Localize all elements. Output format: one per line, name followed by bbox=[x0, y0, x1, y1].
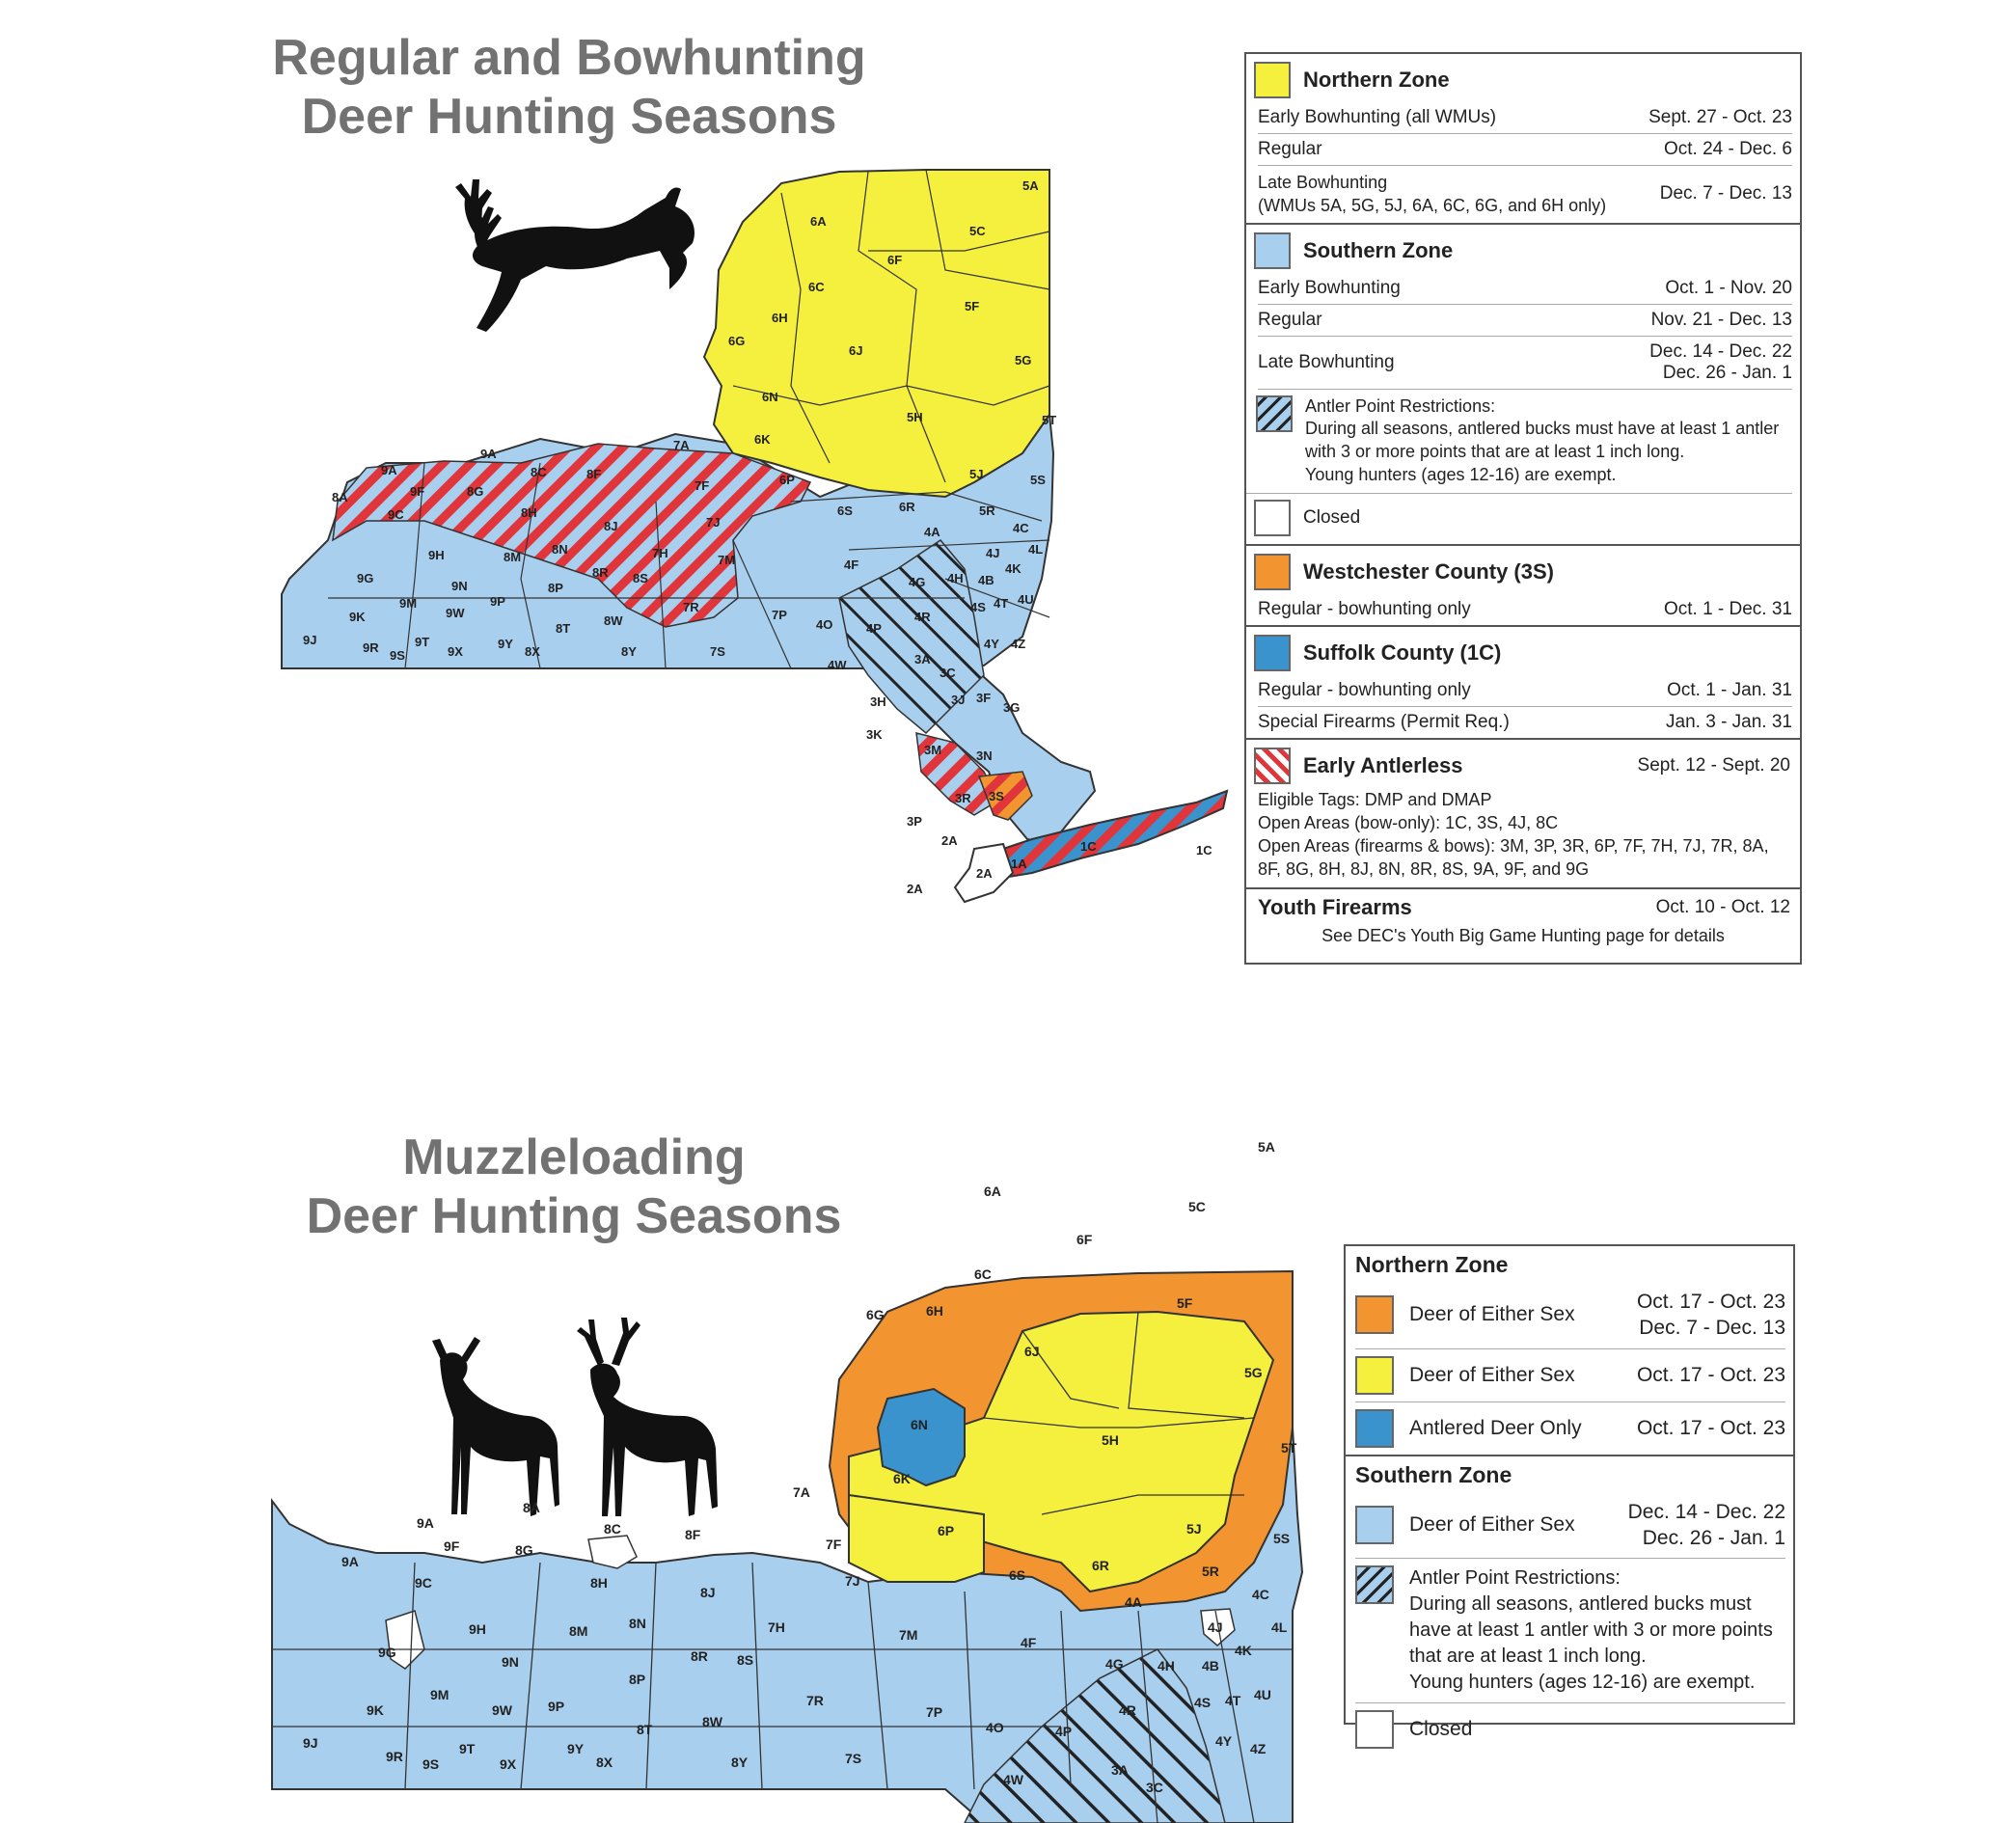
southern-zone-label: Southern Zone bbox=[1355, 1461, 1512, 1487]
label-6F: 6F bbox=[887, 253, 903, 267]
label-4L: 4L bbox=[1028, 542, 1044, 557]
closed-swatch bbox=[1355, 1710, 1394, 1749]
label-8C: 8C bbox=[604, 1521, 621, 1537]
label-5J: 5J bbox=[1186, 1521, 1202, 1537]
label-4P: 4P bbox=[1055, 1724, 1073, 1739]
label-7M: 7M bbox=[718, 553, 736, 567]
label-5T: 5T bbox=[1042, 413, 1057, 427]
label-9J: 9J bbox=[303, 633, 317, 647]
label-4L: 4L bbox=[1271, 1619, 1288, 1635]
westchester-label: Westchester County (3S) bbox=[1303, 558, 1554, 584]
label-4U: 4U bbox=[1018, 592, 1034, 607]
label-9A-1: 9A bbox=[381, 463, 397, 477]
label-9F: 9F bbox=[444, 1538, 460, 1554]
label-6R: 6R bbox=[1092, 1558, 1109, 1573]
label-3J: 3J bbox=[951, 693, 966, 707]
label-8R: 8R bbox=[592, 565, 609, 580]
row-label: Antlered Deer Only bbox=[1409, 1416, 1582, 1439]
legend-early-antlerless bbox=[1246, 740, 1800, 889]
row-label: Early Bowhunting bbox=[1258, 277, 1401, 298]
label-6K: 6K bbox=[893, 1471, 911, 1486]
label-9T: 9T bbox=[415, 635, 430, 649]
label-9A-2: 8A bbox=[332, 490, 348, 504]
label-6A: 6A bbox=[810, 214, 827, 229]
legend-row bbox=[1355, 1282, 1785, 1349]
row-dates-first: Dec. 14 - Dec. 22 bbox=[1627, 1500, 1785, 1523]
label-6K: 6K bbox=[754, 432, 771, 447]
label-6G: 6G bbox=[728, 334, 746, 348]
label-6F: 6F bbox=[1076, 1232, 1093, 1247]
legend-row bbox=[1258, 102, 1792, 134]
label-4H: 4H bbox=[947, 571, 964, 585]
row-label: Regular bbox=[1258, 139, 1322, 159]
label-8P: 8P bbox=[629, 1672, 646, 1687]
legend-row bbox=[1355, 1492, 1785, 1560]
label-3H: 3H bbox=[870, 694, 886, 709]
label-4U: 4U bbox=[1254, 1687, 1271, 1702]
label-9S: 9S bbox=[390, 648, 405, 663]
label-4G: 4G bbox=[909, 575, 926, 589]
label-8A: 9A bbox=[480, 447, 497, 461]
label-6S: 6S bbox=[837, 503, 853, 518]
apr-text bbox=[1409, 1565, 1785, 1696]
label-3R: 3R bbox=[955, 791, 971, 805]
label-3N: 3N bbox=[976, 748, 993, 763]
label-6C: 6C bbox=[974, 1266, 992, 1282]
label-5A: 5A bbox=[1022, 178, 1039, 193]
label-3S: 3S bbox=[989, 789, 1004, 803]
top-title-line2: Deer Hunting Seasons bbox=[301, 89, 837, 146]
label-6N: 6N bbox=[911, 1417, 928, 1432]
legend-row bbox=[1355, 1703, 1785, 1755]
label-7F: 7F bbox=[826, 1537, 842, 1552]
row-dates bbox=[1628, 1499, 1785, 1552]
label-4A: 4A bbox=[924, 525, 940, 539]
label-9K: 9K bbox=[349, 610, 366, 624]
label-4B: 4B bbox=[1202, 1658, 1219, 1673]
label-8T: 8T bbox=[556, 621, 571, 636]
label-5G: 5G bbox=[1244, 1365, 1263, 1380]
label-3F: 3F bbox=[976, 691, 992, 705]
label-3G: 3G bbox=[1003, 700, 1021, 715]
label-9Y: 9Y bbox=[498, 637, 513, 651]
yellow-swatch bbox=[1355, 1356, 1394, 1395]
label-4Y: 4Y bbox=[984, 637, 999, 651]
label-9P: 9P bbox=[490, 594, 505, 609]
row-dates: Dec. 7 - Dec. 13 bbox=[1659, 183, 1792, 204]
antlerless-details bbox=[1246, 788, 1800, 887]
row-dates-second: Dec. 26 - Jan. 1 bbox=[1642, 1526, 1785, 1549]
legend-westchester bbox=[1246, 546, 1800, 627]
label-8J: 8J bbox=[700, 1585, 716, 1600]
label-5S: 5S bbox=[1030, 473, 1046, 487]
label-8C: 8C bbox=[531, 465, 547, 479]
orange-swatch bbox=[1355, 1295, 1394, 1334]
apr-line1: During all seasons, antlered bucks must have at least 1 antler bbox=[1305, 419, 1780, 439]
northern-zone-region[interactable] bbox=[704, 170, 1049, 497]
regular-bowhunting-map bbox=[0, 0, 1244, 965]
label-5H: 5H bbox=[1102, 1432, 1119, 1448]
label-9C: 9C bbox=[415, 1575, 432, 1591]
label-7H: 7H bbox=[652, 546, 668, 560]
label-9H: 9H bbox=[469, 1621, 486, 1637]
row-label: Early Bowhunting (all WMUs) bbox=[1258, 107, 1497, 127]
label-9H: 9H bbox=[428, 548, 445, 562]
label-5R: 5R bbox=[1202, 1564, 1219, 1579]
label-8H: 8H bbox=[521, 505, 537, 520]
label-6P: 6P bbox=[779, 473, 795, 487]
label-9G: 9G bbox=[378, 1645, 396, 1660]
label-4T: 4T bbox=[994, 596, 1009, 611]
label-3C: 3C bbox=[1146, 1780, 1163, 1795]
antlerless-line2: Open Areas (bow-only): 1C, 3S, 4J, 8C bbox=[1258, 812, 1559, 832]
row-label: Regular - bowhunting only bbox=[1258, 679, 1471, 700]
antlerless-label: Early Antlerless bbox=[1303, 752, 1463, 777]
label-8S: 8S bbox=[737, 1652, 754, 1668]
label-9X: 9X bbox=[448, 644, 463, 659]
label-8G: 8G bbox=[467, 484, 484, 499]
label-4C: 4C bbox=[1252, 1587, 1269, 1602]
row-dates: Oct. 24 - Dec. 6 bbox=[1663, 139, 1792, 159]
apr-text bbox=[1305, 395, 1783, 487]
label-8G: 8G bbox=[515, 1542, 533, 1558]
label-5H: 5H bbox=[907, 410, 923, 424]
label-1A: 1A bbox=[1011, 857, 1027, 871]
legend-northern-zone bbox=[1346, 1246, 1793, 1456]
legend-row bbox=[1355, 1349, 1785, 1402]
legend-youth-firearms bbox=[1246, 889, 1800, 953]
label-6N: 6N bbox=[762, 390, 778, 404]
label-4T: 4T bbox=[1225, 1693, 1241, 1708]
row-dates-second: Dec. 7 - Dec. 13 bbox=[1639, 1317, 1785, 1340]
legend-northern-zone bbox=[1246, 54, 1800, 225]
label-4Y: 4Y bbox=[1215, 1733, 1233, 1749]
bottom-title-line1: Muzzleloading bbox=[402, 1129, 746, 1185]
label-7J: 7J bbox=[845, 1573, 860, 1589]
row-label-main: Late Bowhunting bbox=[1258, 173, 1388, 192]
label-4C: 4C bbox=[1013, 521, 1029, 535]
apr-line3: Young hunters (ages 12-16) are exempt. bbox=[1305, 464, 1617, 484]
label-9J: 9J bbox=[303, 1735, 318, 1751]
row-label-sub: (WMUs 5A, 5G, 5J, 6A, 6C, 6G, and 6H only) bbox=[1258, 196, 1607, 216]
label-4W: 4W bbox=[828, 658, 847, 672]
label-9M: 9M bbox=[399, 596, 418, 611]
antlerless-line4: 8F, 8G, 8H, 8J, 8N, 8R, 8S, 9A, 9F, and 9G bbox=[1258, 859, 1590, 880]
label-2A-1: 2A bbox=[941, 833, 958, 848]
southern-zone-label: Southern Zone bbox=[1303, 237, 1454, 262]
antlerless-dates: Sept. 12 - Sept. 20 bbox=[1637, 754, 1790, 775]
leaping-buck-icon bbox=[455, 179, 695, 332]
label-6H: 6H bbox=[772, 311, 788, 325]
label-4S: 4S bbox=[1194, 1695, 1212, 1710]
label-5C: 5C bbox=[969, 224, 986, 238]
apr-line2: with 3 or more points that are at least 1 inch long. bbox=[1305, 442, 1685, 462]
apr-title: Antler Point Restrictions: bbox=[1305, 395, 1496, 416]
label-2A-2: 2A bbox=[976, 866, 993, 881]
light-blue-swatch bbox=[1355, 1506, 1394, 1544]
label-9N: 9N bbox=[451, 579, 468, 593]
closed-label: Closed bbox=[1303, 506, 1361, 528]
label-8A: 8A bbox=[523, 1500, 540, 1515]
closed-swatch bbox=[1254, 500, 1291, 536]
label-8N: 8N bbox=[629, 1616, 646, 1631]
label-7R: 7R bbox=[683, 600, 699, 614]
label-9N: 9N bbox=[502, 1654, 519, 1670]
legend-row bbox=[1258, 305, 1792, 337]
label-5T: 5T bbox=[1281, 1440, 1297, 1456]
label-6C: 6C bbox=[808, 280, 825, 294]
closed-label: Closed bbox=[1409, 1718, 1473, 1741]
label-4K: 4K bbox=[1005, 561, 1022, 576]
label-9F: 9F bbox=[410, 484, 425, 499]
doe-and-buck-icon bbox=[432, 1318, 718, 1516]
legend-row bbox=[1258, 707, 1792, 738]
row-label: Regular bbox=[1258, 309, 1322, 330]
legend-row bbox=[1355, 1402, 1785, 1455]
label-7P: 7P bbox=[926, 1704, 943, 1720]
label-8J: 8J bbox=[604, 519, 618, 533]
row-label: Deer of Either Sex bbox=[1409, 1363, 1575, 1386]
apr-hatch-swatch bbox=[1256, 395, 1293, 432]
label-3K: 3K bbox=[866, 727, 883, 742]
label-4O: 4O bbox=[986, 1720, 1004, 1735]
label-9T: 9T bbox=[459, 1741, 476, 1756]
label-4P: 4P bbox=[866, 621, 882, 636]
row-label bbox=[1258, 171, 1660, 218]
label-9K: 9K bbox=[367, 1702, 384, 1718]
label-9S: 9S bbox=[422, 1756, 440, 1772]
label-9W: 9W bbox=[492, 1702, 512, 1718]
apr-line1: During all seasons, antlered bucks must bbox=[1409, 1593, 1752, 1616]
legend-row bbox=[1258, 134, 1792, 166]
regular-season-legend bbox=[1244, 52, 1802, 965]
row-label: Special Firearms (Permit Req.) bbox=[1258, 711, 1510, 732]
northern-zone-label: Northern Zone bbox=[1303, 68, 1450, 92]
legend-southern-zone bbox=[1246, 225, 1800, 546]
label-9R: 9R bbox=[363, 640, 379, 655]
antler-point-restrictions bbox=[1246, 390, 1792, 494]
label-1C-1: 1C bbox=[1080, 839, 1097, 854]
row-dates bbox=[1637, 1289, 1785, 1342]
legend-row bbox=[1258, 594, 1792, 625]
bottom-title-line2: Deer Hunting Seasons bbox=[306, 1188, 842, 1245]
label-3M: 3M bbox=[924, 743, 942, 757]
youth-label: Youth Firearms bbox=[1258, 894, 1412, 919]
muzzleloading-legend bbox=[1344, 1244, 1795, 1741]
label-4F: 4F bbox=[844, 558, 859, 572]
suffolk-swatch bbox=[1254, 635, 1291, 671]
label-4R: 4R bbox=[1119, 1702, 1136, 1718]
label-6A: 6A bbox=[984, 1184, 1001, 1199]
legend-row bbox=[1258, 166, 1792, 223]
label-9Y: 9Y bbox=[567, 1741, 585, 1756]
antlerless-swatch bbox=[1254, 748, 1291, 784]
legend-row bbox=[1258, 675, 1792, 707]
label-4F: 4F bbox=[1021, 1635, 1037, 1650]
label-8T: 8T bbox=[637, 1722, 653, 1737]
label-4W: 4W bbox=[1003, 1772, 1023, 1787]
label-5J: 5J bbox=[969, 467, 984, 481]
label-4K: 4K bbox=[1235, 1643, 1252, 1658]
legend-row bbox=[1258, 337, 1792, 390]
westchester-swatch bbox=[1254, 554, 1291, 590]
legend-suffolk bbox=[1246, 627, 1800, 740]
label-4B: 4B bbox=[978, 573, 994, 587]
blue-swatch bbox=[1355, 1409, 1394, 1448]
muzzleloading-map bbox=[0, 1109, 1341, 1823]
row-dates: Jan. 3 - Jan. 31 bbox=[1666, 711, 1792, 732]
label-5C: 5C bbox=[1188, 1199, 1206, 1214]
apr-line2: have at least 1 antler with 3 or more points bbox=[1409, 1619, 1773, 1642]
row-label: Regular - bowhunting only bbox=[1258, 598, 1471, 619]
label-8N: 8N bbox=[552, 542, 568, 557]
label-8P: 8P bbox=[548, 581, 563, 595]
top-title-line1: Regular and Bowhunting bbox=[272, 30, 866, 86]
label-4Z: 4Z bbox=[1011, 637, 1026, 651]
row-label: Deer of Either Sex bbox=[1409, 1303, 1575, 1326]
label-9C: 9C bbox=[388, 507, 404, 522]
label-4J: 4J bbox=[986, 546, 1000, 560]
label-8S: 8S bbox=[633, 571, 648, 585]
label-7F: 7F bbox=[695, 478, 710, 493]
label-8F: 8F bbox=[685, 1527, 701, 1542]
label-5F: 5F bbox=[965, 299, 980, 313]
row-label: Late Bowhunting bbox=[1258, 351, 1395, 372]
label-9G: 9G bbox=[357, 571, 374, 585]
label-6J: 6J bbox=[849, 343, 863, 358]
label-9X: 9X bbox=[500, 1756, 517, 1772]
apr-title: Antler Point Restrictions: bbox=[1409, 1567, 1621, 1590]
label-4H: 4H bbox=[1158, 1658, 1175, 1673]
row-dates-second: Dec. 26 - Jan. 1 bbox=[1662, 362, 1792, 383]
legend-row bbox=[1258, 273, 1792, 305]
youth-dates: Oct. 10 - Oct. 12 bbox=[1655, 896, 1790, 917]
row-dates: Sept. 27 - Oct. 23 bbox=[1648, 107, 1792, 127]
label-4Z: 4Z bbox=[1250, 1741, 1267, 1756]
label-4J: 4J bbox=[1208, 1619, 1223, 1635]
label-3P: 3P bbox=[907, 814, 922, 829]
southern-zone-swatch bbox=[1254, 232, 1291, 269]
label-7H: 7H bbox=[768, 1619, 785, 1635]
label-4O: 4O bbox=[816, 617, 833, 632]
label-8W: 8W bbox=[702, 1714, 722, 1729]
row-dates: Oct. 1 - Jan. 31 bbox=[1667, 679, 1792, 700]
label-3A: 3A bbox=[1111, 1762, 1129, 1778]
label-7P: 7P bbox=[772, 608, 787, 622]
label-8X: 8X bbox=[525, 644, 540, 659]
label-8M: 8M bbox=[504, 550, 522, 564]
label-8F: 8F bbox=[586, 467, 602, 481]
youth-note: See DEC's Youth Big Game Hunting page for details bbox=[1321, 925, 1725, 945]
label-8H: 8H bbox=[590, 1575, 608, 1591]
antler-point-restrictions bbox=[1355, 1559, 1785, 1703]
label-6S: 6S bbox=[1009, 1567, 1026, 1583]
label-8W: 8W bbox=[604, 613, 623, 628]
northern-zone-label: Northern Zone bbox=[1355, 1252, 1509, 1277]
row-dates: Oct. 17 - Oct. 23 bbox=[1636, 1416, 1785, 1439]
row-dates: Oct. 17 - Oct. 23 bbox=[1636, 1363, 1785, 1386]
apr-line4: Young hunters (ages 12-16) are exempt. bbox=[1409, 1672, 1756, 1694]
row-dates bbox=[1649, 341, 1792, 384]
label-6J: 6J bbox=[1024, 1344, 1040, 1359]
row-label: Deer of Either Sex bbox=[1409, 1512, 1575, 1536]
label-5S: 5S bbox=[1273, 1531, 1291, 1546]
label-7S: 7S bbox=[845, 1751, 862, 1766]
label-7J: 7J bbox=[706, 515, 721, 530]
label-9W: 9W bbox=[446, 606, 465, 620]
label-4R: 4R bbox=[914, 610, 931, 624]
label-7A: 7A bbox=[793, 1484, 810, 1500]
label-6R: 6R bbox=[899, 500, 915, 514]
row-dates: Nov. 21 - Dec. 13 bbox=[1650, 309, 1792, 330]
label-7S: 7S bbox=[710, 644, 725, 659]
label-8Y: 8Y bbox=[731, 1755, 749, 1770]
label-7A: 7A bbox=[673, 438, 690, 452]
antlerless-line3: Open Areas (firearms & bows): 3M, 3P, 3R, 6P, 7F, 7H, 7J, 7R, 8A, bbox=[1258, 836, 1769, 857]
label-4A: 4A bbox=[1125, 1594, 1142, 1610]
label-8M: 8M bbox=[569, 1623, 588, 1639]
label-7M: 7M bbox=[899, 1627, 918, 1643]
row-dates-first: Dec. 14 - Dec. 22 bbox=[1649, 340, 1792, 362]
label-9A-1: 9A bbox=[417, 1515, 434, 1531]
label-4G: 4G bbox=[1105, 1656, 1124, 1672]
label-9A-2: 9A bbox=[341, 1554, 359, 1569]
label-1C-2: 1C bbox=[1196, 843, 1212, 857]
legend-southern-zone bbox=[1346, 1456, 1793, 1756]
label-6H: 6H bbox=[926, 1303, 943, 1319]
label-8R: 8R bbox=[691, 1648, 708, 1664]
label-5F: 5F bbox=[1177, 1295, 1193, 1311]
label-9P: 9P bbox=[548, 1699, 565, 1714]
apr-hatch-swatch bbox=[1355, 1565, 1394, 1604]
label-9R: 9R bbox=[386, 1749, 403, 1764]
label-6G: 6G bbox=[866, 1307, 885, 1322]
northern-zone-swatch bbox=[1254, 62, 1291, 98]
label-3C: 3C bbox=[940, 666, 956, 680]
label-8X: 8X bbox=[596, 1755, 613, 1770]
row-dates-first: Oct. 17 - Oct. 23 bbox=[1636, 1291, 1785, 1313]
label-5G: 5G bbox=[1015, 353, 1032, 367]
label-9M: 9M bbox=[430, 1687, 450, 1702]
label-2A-3: 2A bbox=[907, 882, 923, 896]
suffolk-label: Suffolk County (1C) bbox=[1303, 639, 1502, 665]
label-6P: 6P bbox=[938, 1523, 955, 1538]
label-5R: 5R bbox=[979, 503, 995, 518]
label-4S: 4S bbox=[970, 600, 986, 614]
row-dates: Oct. 1 - Nov. 20 bbox=[1665, 277, 1792, 298]
label-8Y: 8Y bbox=[621, 644, 637, 659]
label-3A: 3A bbox=[914, 652, 931, 667]
row-dates: Oct. 1 - Dec. 31 bbox=[1663, 598, 1792, 619]
antlerless-line1: Eligible Tags: DMP and DMAP bbox=[1258, 789, 1492, 809]
apr-line3: that are at least 1 inch long. bbox=[1409, 1646, 1647, 1668]
label-5A: 5A bbox=[1258, 1139, 1275, 1155]
label-7R: 7R bbox=[806, 1693, 824, 1708]
